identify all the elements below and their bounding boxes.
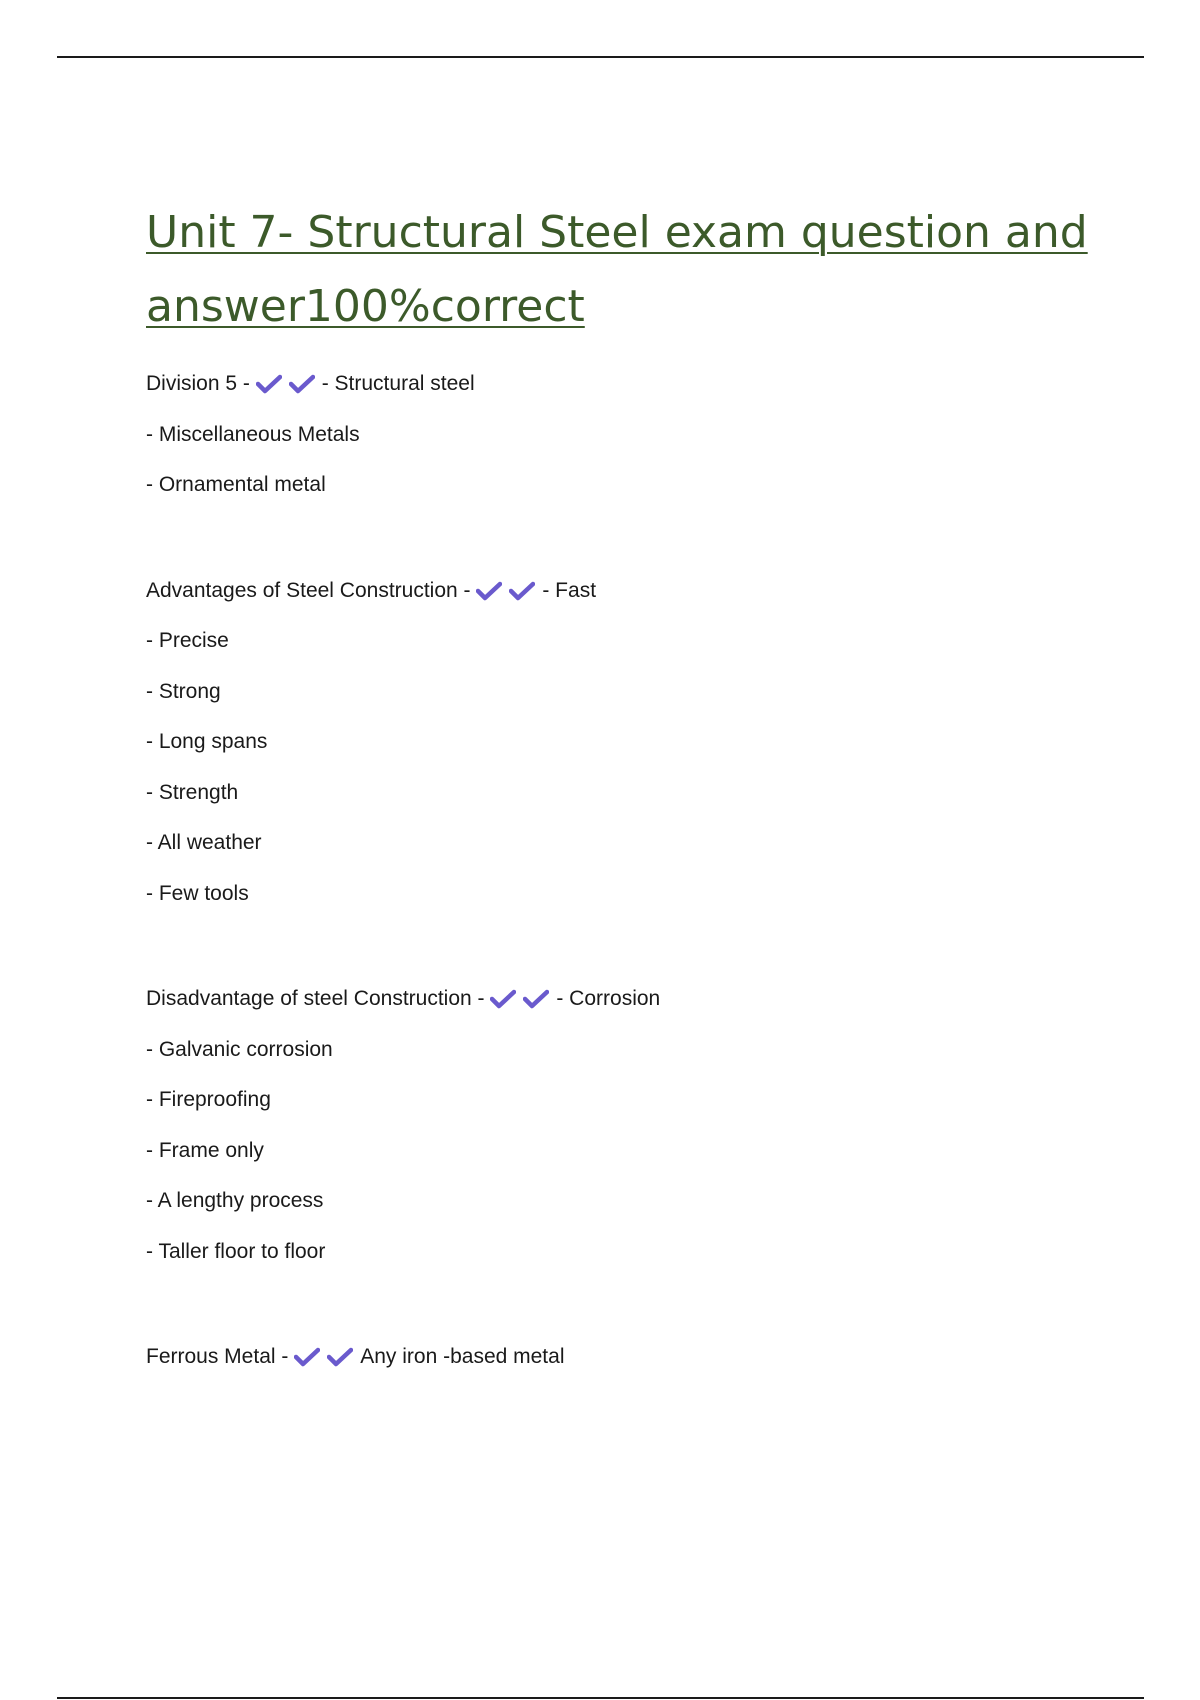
answer-line: - A lengthy process: [146, 1189, 324, 1212]
qa-content: [146, 359, 1126, 1383]
question-text: Advantages of Steel Construction -: [146, 578, 471, 602]
qa-question-line: [146, 974, 1126, 1025]
qa-question-line: [146, 566, 1126, 617]
checkmark-icon: [289, 374, 315, 394]
answer-first-text: Any iron -based metal: [360, 1345, 565, 1368]
answer-line: - Miscellaneous Metals: [146, 422, 360, 446]
checkmark-icon: [476, 581, 502, 601]
qa-question-line: [146, 359, 1126, 410]
header-rule: [57, 56, 1144, 58]
checkmark-icon: [294, 1347, 320, 1367]
answer-line: - Strong: [146, 679, 221, 703]
answer-line: - Fireproofing: [146, 1088, 271, 1111]
answer-first-text: - Fast: [542, 578, 597, 602]
question-text: Ferrous Metal -: [146, 1345, 289, 1368]
answer-line: - All weather: [146, 831, 262, 854]
block-spacer: [146, 511, 1126, 566]
answer-line: - Strength: [146, 780, 239, 804]
document-title: [146, 196, 1106, 344]
answer-first-text: - Structural steel: [321, 372, 475, 395]
checkmark-icon: [327, 1347, 353, 1367]
block-spacer: [146, 1277, 1126, 1332]
answer-line: - Galvanic corrosion: [146, 1037, 333, 1061]
checkmark-icon: [490, 989, 516, 1009]
answer-line: - Ornamental metal: [146, 473, 326, 496]
qa-question-line: [146, 1332, 1126, 1383]
question-text: Division 5 -: [146, 372, 250, 395]
footer-rule: [57, 1697, 1144, 1699]
checkmark-icon: [256, 374, 282, 394]
answer-line: - Taller floor to floor: [146, 1239, 326, 1263]
checkmark-icon: [509, 581, 535, 601]
answer-line: - Frame only: [146, 1138, 264, 1162]
answer-first-text: - Corrosion: [556, 987, 661, 1010]
checkmark-icon: [523, 989, 549, 1009]
block-spacer: [146, 919, 1126, 974]
answer-line: - Long spans: [146, 730, 268, 753]
answer-line: - Precise: [146, 629, 229, 652]
title-line-2: answer100%correct: [146, 281, 585, 332]
title-line-1: Unit 7- Structural Steel exam question and: [146, 207, 1088, 258]
question-text: Disadvantage of steel Construction -: [146, 987, 485, 1010]
answer-line: - Few tools: [146, 881, 249, 905]
